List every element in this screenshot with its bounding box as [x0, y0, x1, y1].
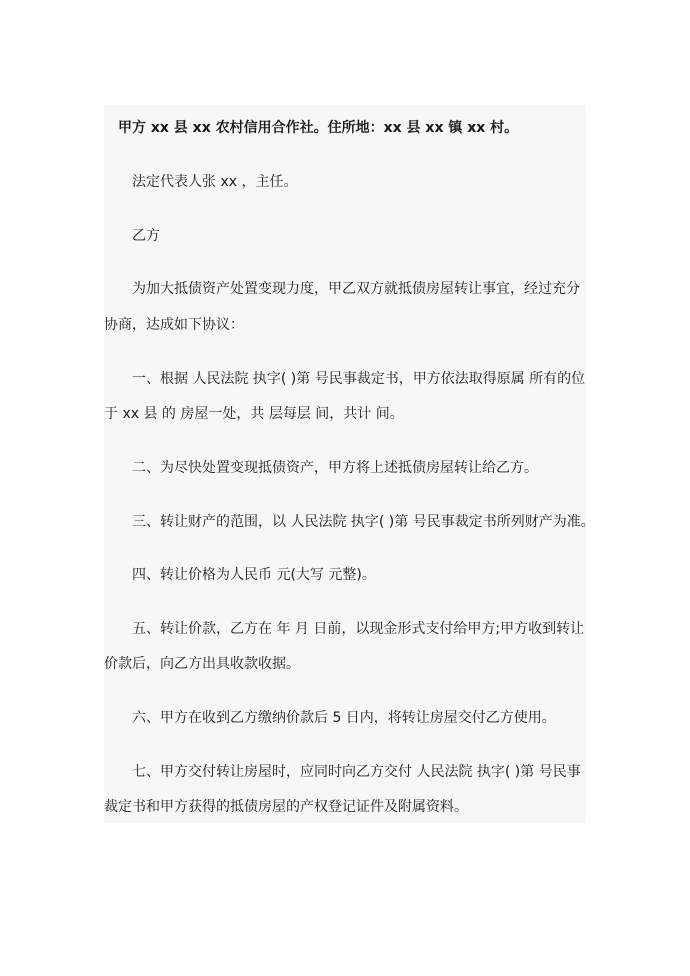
legal-representative-line: 法定代表人张 xx ，主任。 [132, 174, 298, 190]
clause-5-line-2: 价款后，向乙方出具收款收据。 [104, 656, 300, 672]
preamble-line-2: 协商，达成如下协议： [104, 317, 244, 333]
clause-2-line: 二、为尽快处置变现抵债资产，甲方将上述抵债房屋转让给乙方。 [132, 460, 538, 476]
clause-4-line: 四、转让价格为人民币 元(大写 元整)。 [132, 567, 376, 583]
clause-6-line: 六、甲方在收到乙方缴纳价款后 5 日内，将转让房屋交付乙方使用。 [132, 710, 556, 726]
party-a-line: 甲方 xx 县 xx 农村信用合作社。住所地：xx 县 xx 镇 xx 村。 [118, 120, 519, 136]
clause-5-line-1: 五、转让价款，乙方在 年 月 日前，以现金形式支付给甲方;甲方收到转让 [132, 621, 585, 637]
party-b-line: 乙方 [132, 228, 160, 244]
preamble-line-1: 为加大抵债资产处置变现力度，甲乙双方就抵债房屋转让事宜，经过充分 [132, 281, 580, 297]
clause-3-line: 三、转让财产的范围，以 人民法院 执字( )第 号民事裁定书所列财产为准。 [132, 514, 595, 530]
clause-1-line-2: 于 xx 县 的 房屋一处，共 层每层 间，共计 间。 [104, 406, 404, 422]
clause-7-line-2: 裁定书和甲方获得的抵债房屋的产权登记证件及附属资料。 [104, 799, 468, 815]
clause-7-line-1: 七、甲方交付转让房屋时，应同时向乙方交付 人民法院 执字( )第 号民事 [132, 764, 581, 780]
clause-1-line-1: 一、根据 人民法院 执字( )第 号民事裁定书，甲方依法取得原属 所有的位 [132, 371, 586, 387]
